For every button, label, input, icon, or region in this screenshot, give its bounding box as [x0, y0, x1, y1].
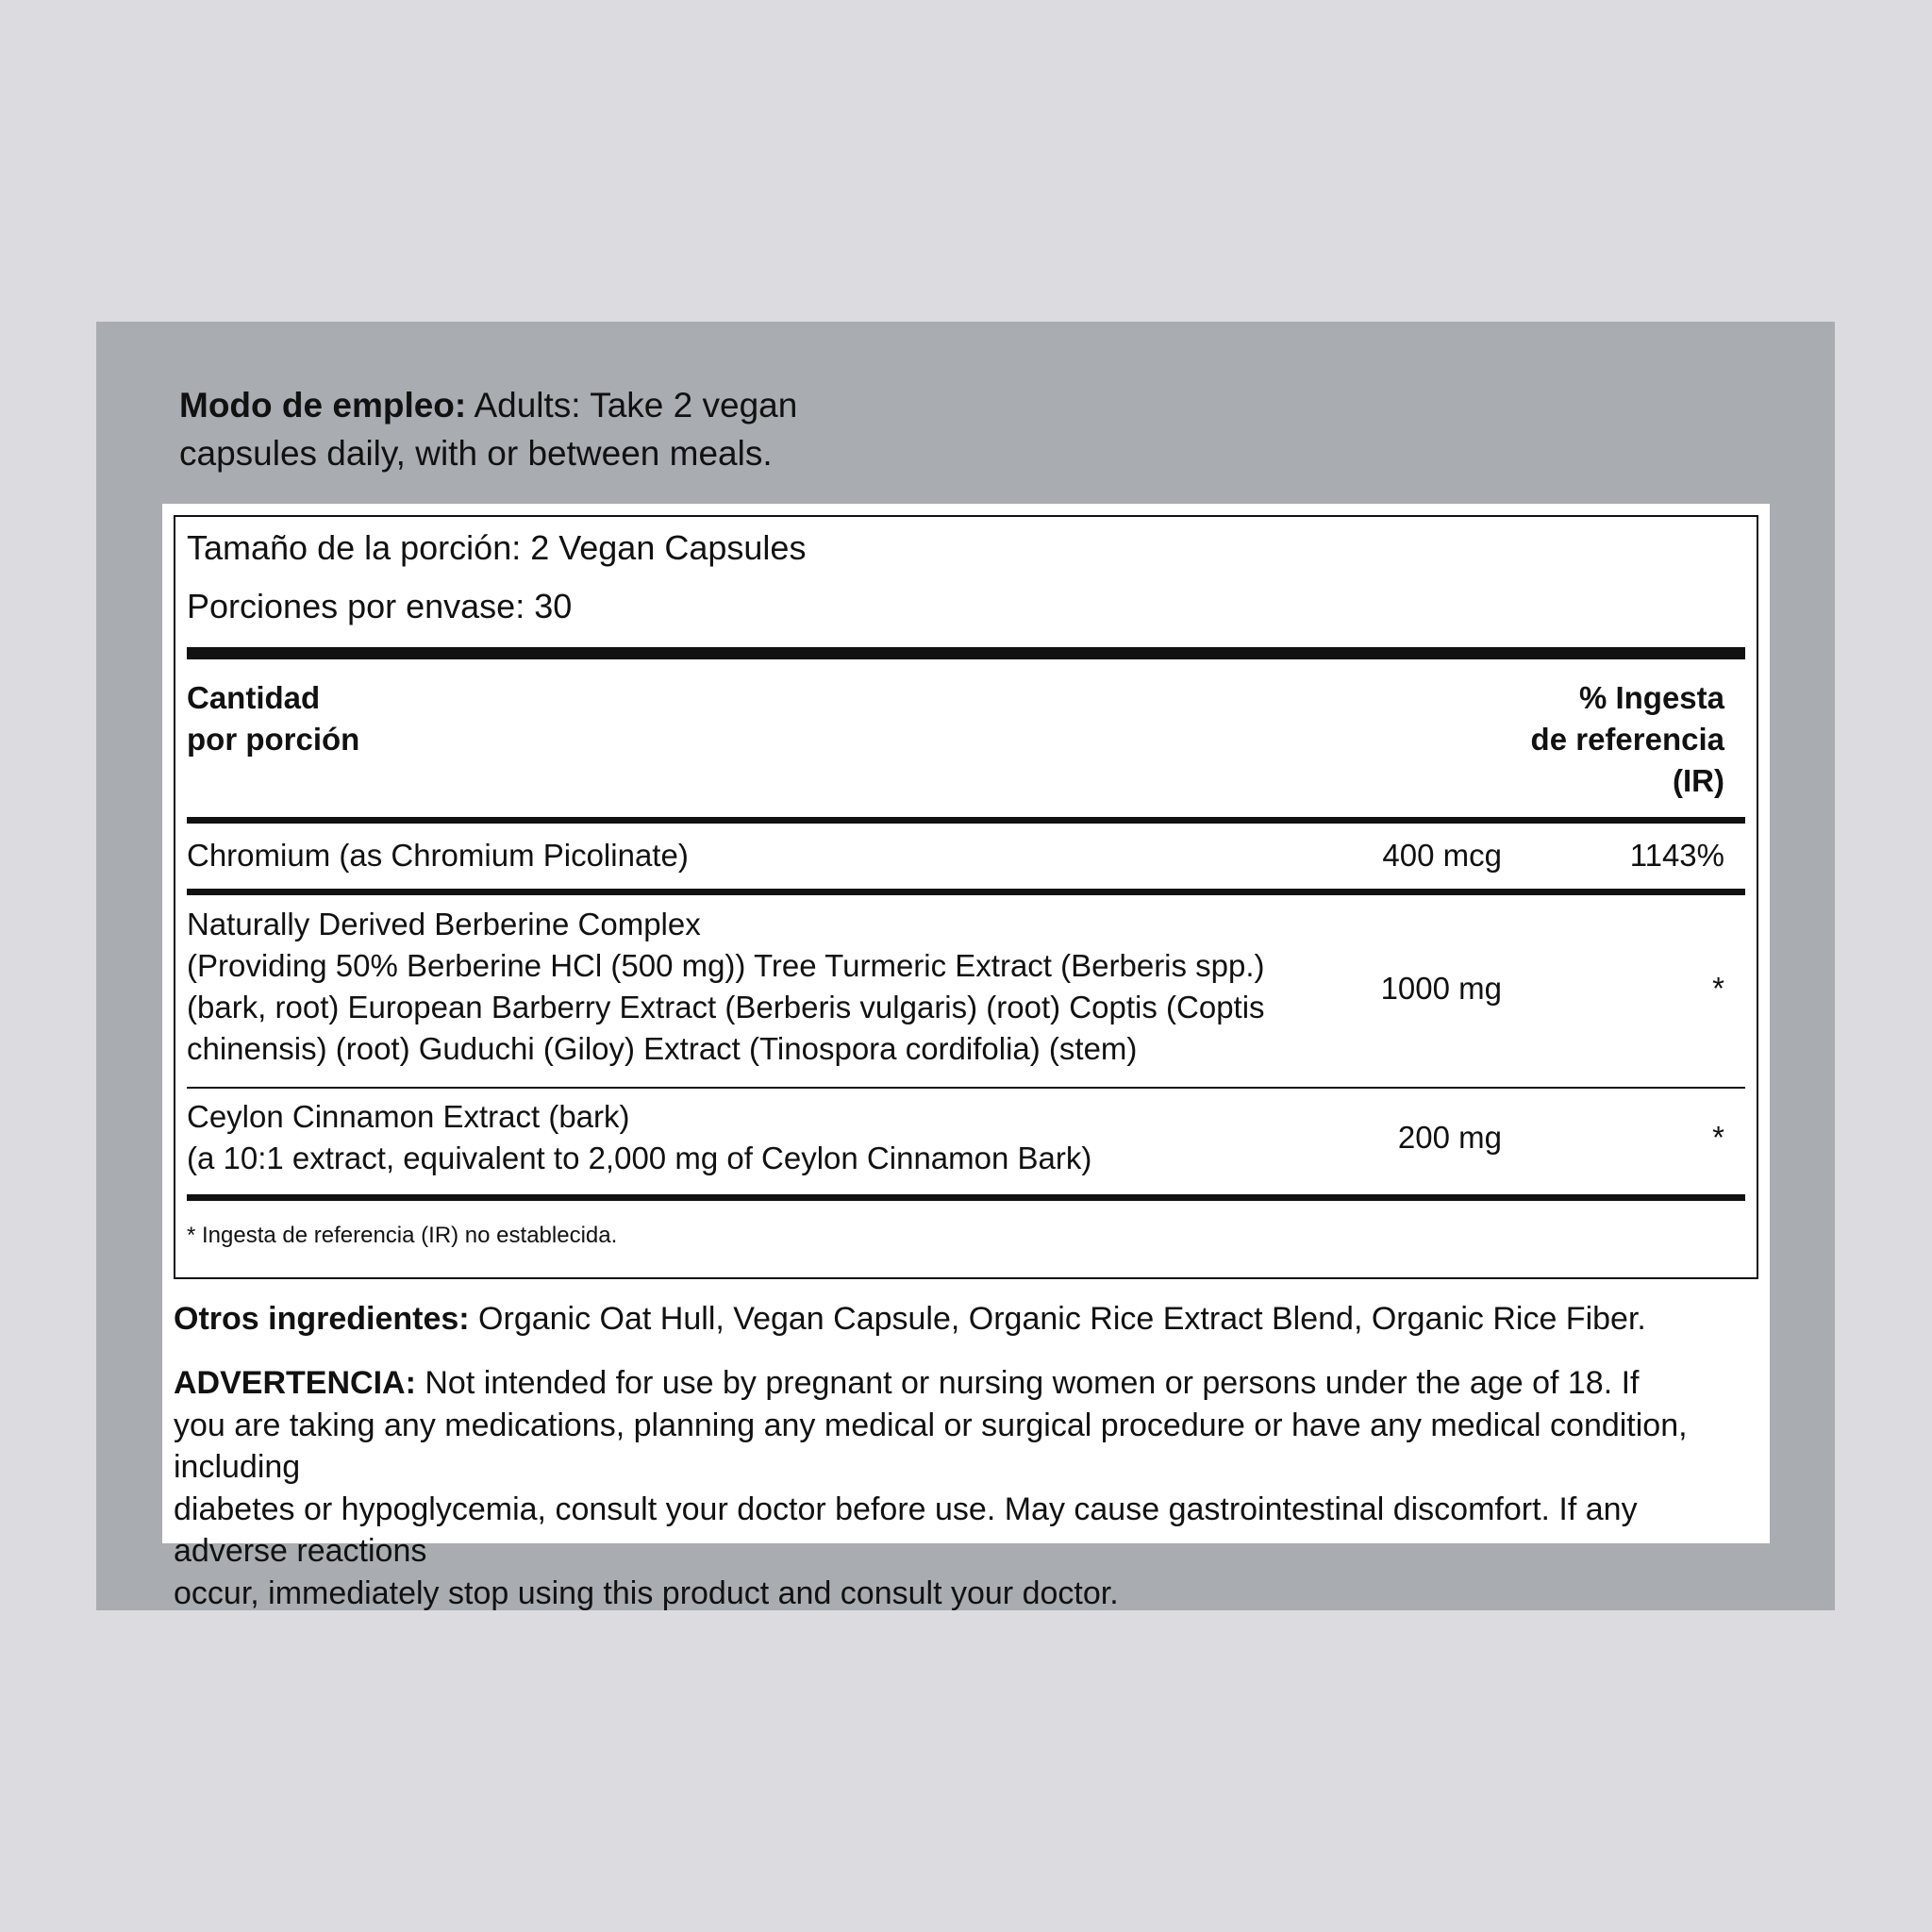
header-right-line3: (IR)	[1673, 763, 1724, 798]
directions-text	[179, 381, 840, 477]
warning-line2: you are taking any medications, planning any medical or surgical procedure or have any medical condition, including	[174, 1407, 1688, 1485]
row-2-name-line: (bark, root) European Barberry Extract (Berberis vulgaris) (root) Coptis (Coptis	[187, 990, 1265, 1024]
row-2-dv: *	[1712, 971, 1724, 1006]
directions-line1: Adults: Take 2 vegan	[466, 386, 798, 425]
row-1-amount: 400 mcg	[1382, 838, 1502, 873]
supplement-facts-box	[174, 515, 1758, 1279]
directions-line2: capsules daily, with or between meals.	[179, 434, 773, 473]
row-divider	[187, 889, 1745, 895]
serving-size: Tamaño de la porción: 2 Vegan Capsules	[187, 528, 807, 567]
row-1-dv: 1143%	[1629, 838, 1724, 873]
warning-line3: diabetes or hypoglycemia, consult your doctor before use. May cause gastrointestinal discomfort. If any adverse reactions	[174, 1491, 1638, 1569]
header-right-line1: % Ingesta	[1578, 680, 1724, 715]
header-left-line1: Cantidad	[187, 680, 321, 715]
other-ingredients	[174, 1298, 1758, 1340]
header-left-line2: por porción	[187, 722, 360, 757]
row-2-amount: 1000 mg	[1380, 971, 1502, 1006]
row-1-name	[187, 835, 689, 876]
row-2-name-line: Naturally Derived Berberine Complex	[187, 907, 701, 941]
row-3-name	[187, 1096, 1091, 1179]
bottom-divider	[187, 1194, 1745, 1201]
row-2-name	[187, 904, 1265, 1070]
warning-line4: occur, immediately stop using this product and consult your doctor.	[174, 1574, 1119, 1611]
header-divider	[187, 817, 1745, 824]
directions-label: Modo de empleo:	[179, 386, 467, 425]
header-right-line2: de referencia	[1530, 722, 1724, 757]
row-1-name-line: Chromium (as Chromium Picolinate)	[187, 838, 689, 873]
warning-label: ADVERTENCIA:	[174, 1365, 416, 1401]
warning	[174, 1362, 1758, 1614]
row-3-name-line: (a 10:1 extract, equivalent to 2,000 mg of Ceylon Cinnamon Bark)	[187, 1141, 1092, 1175]
warning-line1: Not intended for use by pregnant or nursing women or persons under the age of 18. If	[415, 1365, 1640, 1401]
reference-intake-footnote: * Ingesta de referencia (IR) no establecida.	[187, 1223, 618, 1248]
other-ingredients-text: Organic Oat Hull, Vegan Capsule, Organic Rice Extract Blend, Organic Rice Fiber.	[469, 1301, 1646, 1337]
servings-per-container: Porciones por envase: 30	[187, 587, 573, 625]
thick-divider	[187, 647, 1745, 659]
row-3-dv: *	[1712, 1120, 1724, 1155]
row-3-amount: 200 mg	[1397, 1120, 1502, 1155]
row-2-name-line: (Providing 50% Berberine HCl (500 mg)) Tree Turmeric Extract (Berberis spp.)	[187, 948, 1265, 983]
row-3-name-line: Ceylon Cinnamon Extract (bark)	[187, 1099, 630, 1134]
amount-per-serving-header	[187, 677, 359, 760]
row-2-name-line: chinensis) (root) Guduchi (Giloy) Extract (Tinospora cordifolia) (stem)	[187, 1031, 1138, 1066]
row-divider	[187, 1087, 1745, 1089]
other-ingredients-label: Otros ingredientes:	[174, 1301, 470, 1337]
reference-intake-header	[1531, 677, 1724, 802]
